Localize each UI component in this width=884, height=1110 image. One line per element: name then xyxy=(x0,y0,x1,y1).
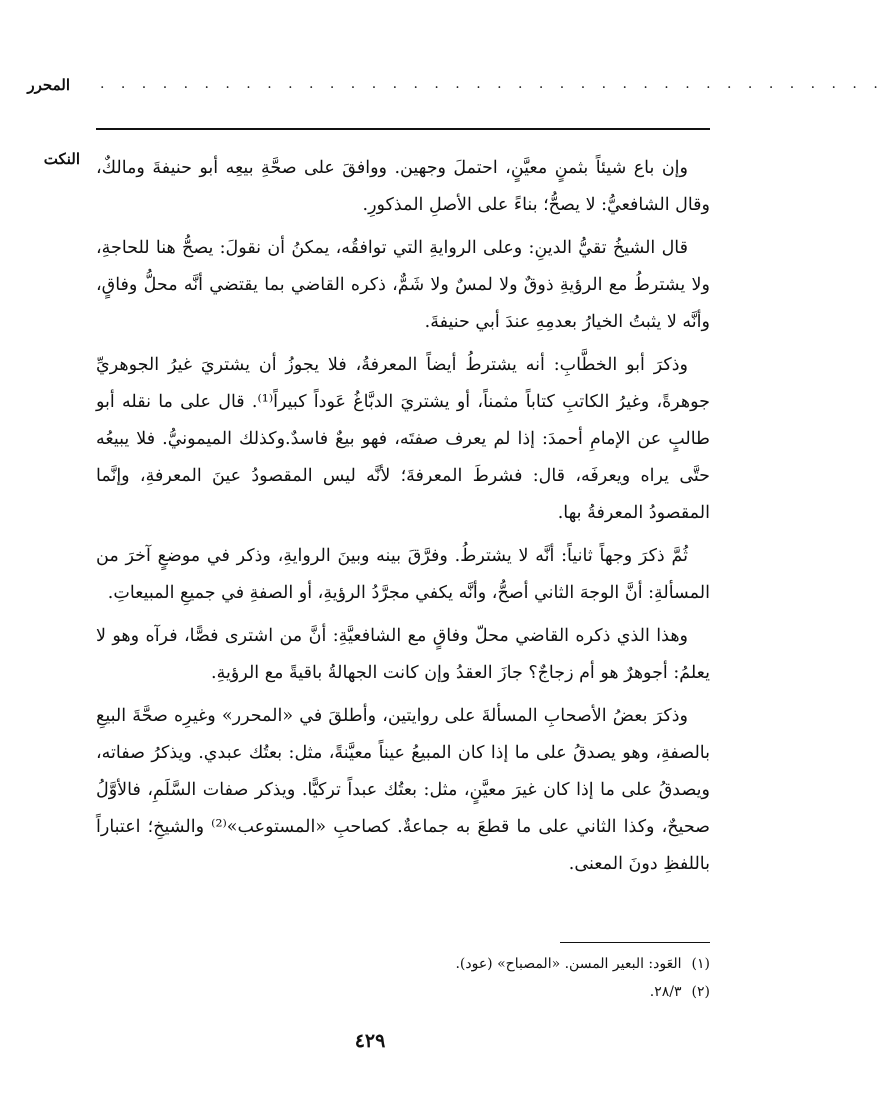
paragraph-3: وذكرَ أبو الخطَّابِ: أنه يشترطُ أيضاً المعرفةُ، فلا يجوزُ أن يشتريَ غيرُ الجوهريِّ جوهرةً، وغيرُ الكاتبِ كتاباً مثمناً، أو يشتريَ الدبَّاغُ عَوداً كبيراً⁽¹⁾. قال على ما نقله أبو طالبٍ عن الإمامِ أحمدَ: إذا لم يعرف صفتَه، فهو بيعٌ فاسدٌ.وكذلك الميمونيُّ. فلا يبيعُه حتَّى يراه ويعرفَه، قال: فشرطَ المعرفةَ؛ لأنَّه ليس المقصودُ عينَ المعرفةِ، وإنَّما المقصودُ المعرفةُ بها. xyxy=(96,355,710,523)
paragraph-6: وذكرَ بعضُ الأصحابِ المسألةَ على روايتين، وأطلقَ في «المحرر» وغيرِه صحَّةَ البيعِ بالصفةِ، وهو يصدقُ على ما إذا كان المبيعُ عيناً معيَّنةً، مثل: بعتُك عبدي. ويذكرُ صفاته، ويصدقُ على ما إذا كان غيرَ معيَّنٍ، مثل: بعتُك عبداً تركيًّا. ويذكر صفات السَّلَمِ، فالأوَّلُ صحيحٌ، وكذا الثاني على ما قطعَ به جماعةٌ. كصاحبِ «المستوعب»⁽²⁾ والشيخِ؛ اعتباراً باللفظِ دونَ المعنى. xyxy=(96,706,710,874)
header-dotted-line: . . . . . . . . . . . . . . . . . . . . . . . . . . . . . . . . . . . . . . xyxy=(100,76,884,92)
header-rule xyxy=(96,128,710,130)
page-number: ٤٢٩ xyxy=(354,1030,386,1052)
paragraph-5: وهذا الذي ذكره القاضي محلّ وفاقٍ مع الشافعيَّةِ: أنَّ من اشترى فصًّا، فرآه وهو لا يعلمُ: أجوهرٌ هو أم زجاجٌ؟ جازَ العقدُ وإن كانت الجهالةُ باقيةً مع الرؤيةِ. xyxy=(96,626,710,683)
footnote-1-text: العَود: البعير المسن. «المصباح» (عود). xyxy=(455,956,682,972)
paragraph-2: قال الشيخُ تقيُّ الدينِ: وعلى الروايةِ التي توافقُه، يمكنُ أن نقولَ: يصحُّ هنا للحاجةِ، ولا يشترطُ مع الرؤيةِ ذوقٌ ولا لمسٌ ولا شَمٌّ، ذكره القاضي بما يقتضي أنَّه محلُّ وفاقٍ، وأنَّه لا يثبتُ الخيارُ بعدمِهِ عندَ أبي حنيفةَ. xyxy=(96,238,710,332)
footnote-1 xyxy=(96,950,710,978)
paragraph-1: وإن باع شيئاً بثمنٍ معيَّنٍ، احتملَ وجهين. ووافقَ على صحَّةِ بيعِه أبو حنيفةَ ومالكٌ، وقال الشافعيُّ: لا يصحُّ؛ بناءً على الأصلِ المذكورِ. xyxy=(96,158,710,215)
footnote-2-text: ٢٨/٣. xyxy=(649,984,682,1000)
footnote-1-number: (١) xyxy=(691,956,710,972)
main-text xyxy=(96,150,710,889)
footnote-2-number: (٢) xyxy=(691,984,710,1000)
side-label: النكت xyxy=(43,150,80,168)
footnote-2 xyxy=(96,978,710,1006)
footnote-rule xyxy=(560,942,710,943)
paragraph-4: ثُمَّ ذكرَ وجهاً ثانياً: أنَّه لا يشترطُ. وفرَّقَ بينه وبينَ الروايةِ، وذكر في موضعٍ آخرَ من المسألةِ: أنَّ الوجهَ الثاني أصحُّ، وأنَّه يكفي مجرَّدُ الرؤيةِ، أو الصفةِ في جميعِ المبيعاتِ. xyxy=(96,546,710,603)
footnotes xyxy=(96,950,710,1006)
header-label: المحرر xyxy=(27,76,70,94)
